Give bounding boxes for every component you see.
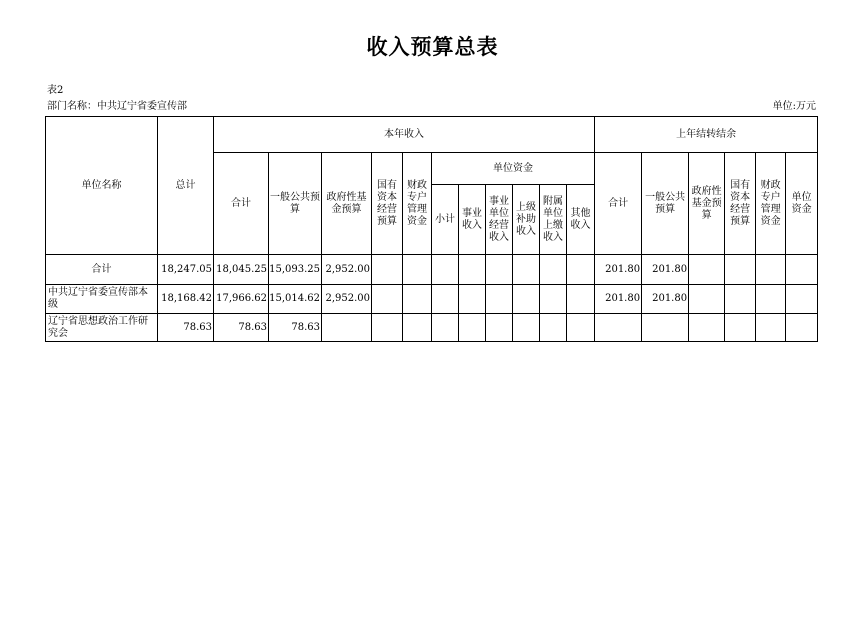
header-uf-affiliated: 附属单位上缴收入 — [540, 185, 567, 255]
cell-uf-other — [567, 285, 595, 314]
cell-cy-general: 15,093.25 — [269, 255, 322, 285]
cell-cy-fiscal-special — [403, 285, 432, 314]
cell-cy-fiscal-special — [403, 314, 432, 342]
page-title: 收入预算总表 — [366, 35, 499, 59]
cell-cy-fund: 2,952.00 — [322, 255, 372, 285]
cell-cy-fund — [322, 314, 372, 342]
header-unit-name: 单位名称 — [46, 117, 158, 255]
header-uf-other: 其他收入 — [567, 185, 595, 255]
table-row — [46, 314, 818, 342]
cell-cy-general: 15,014.62 — [269, 285, 322, 314]
header-row-1 — [46, 117, 818, 153]
cell-py-fund — [689, 314, 725, 342]
header-cy-fund: 政府性基金预算 — [322, 153, 372, 255]
cell-py-general: 201.80 — [642, 285, 689, 314]
cell-py-total — [595, 314, 642, 342]
cell-uf-business — [486, 255, 513, 285]
cell-uf-subtotal — [432, 314, 459, 342]
cell-total: 18,168.42 — [158, 285, 214, 314]
cell-uf-subsidy — [513, 314, 540, 342]
row-name: 辽宁省思想政治工作研究会 — [46, 314, 158, 342]
cell-py-unit-funds — [786, 255, 818, 285]
header-uf-subtotal: 小计 — [432, 185, 459, 255]
cell-cy-state-capital — [372, 314, 403, 342]
cell-py-state-capital — [725, 255, 756, 285]
cell-py-fiscal-special — [756, 314, 786, 342]
cell-uf-other — [567, 314, 595, 342]
cell-uf-business — [486, 285, 513, 314]
cell-py-fiscal-special — [756, 285, 786, 314]
header-cy-general: 一般公共预算 — [269, 153, 322, 255]
cell-py-fund — [689, 285, 725, 314]
cell-uf-business — [486, 314, 513, 342]
cell-py-general — [642, 314, 689, 342]
cell-py-total: 201.80 — [595, 285, 642, 314]
header-py-fund: 政府性基金预算 — [689, 153, 725, 255]
header-prior-year: 上年结转结余 — [595, 117, 818, 153]
cell-uf-career — [459, 255, 486, 285]
header-uf-subsidy: 上级补助收入 — [513, 185, 540, 255]
cell-uf-subtotal — [432, 285, 459, 314]
department-name: 部门名称：中共辽宁省委宣传部 — [47, 101, 187, 112]
cell-uf-other — [567, 255, 595, 285]
cell-total: 18,247.05 — [158, 255, 214, 285]
cell-uf-affiliated — [540, 255, 567, 285]
cell-py-unit-funds — [786, 314, 818, 342]
cell-py-state-capital — [725, 285, 756, 314]
cell-cy-state-capital — [372, 255, 403, 285]
cell-uf-affiliated — [540, 314, 567, 342]
header-total: 总计 — [158, 117, 214, 255]
header-uf-career: 事业收入 — [459, 185, 486, 255]
table-row — [46, 285, 818, 314]
header-cy-total: 合计 — [214, 153, 269, 255]
cell-cy-total: 18,045.25 — [214, 255, 269, 285]
cell-cy-total: 17,966.62 — [214, 285, 269, 314]
cell-cy-total: 78.63 — [214, 314, 269, 342]
table-number: 表2 — [47, 85, 64, 96]
header-cy-fiscal-special: 财政专户管理资金 — [403, 153, 432, 255]
header-current-year: 本年收入 — [214, 117, 595, 153]
cell-py-fiscal-special — [756, 255, 786, 285]
header-py-fiscal-special: 财政专户管理资金 — [756, 153, 786, 255]
cell-py-state-capital — [725, 314, 756, 342]
cell-py-fund — [689, 255, 725, 285]
unit-label: 单位:万元 — [772, 101, 816, 112]
header-py-total: 合计 — [595, 153, 642, 255]
cell-uf-subsidy — [513, 255, 540, 285]
header-py-state-capital: 国有资本经营预算 — [725, 153, 756, 255]
header-py-unit-funds: 单位资金 — [786, 153, 818, 255]
cell-cy-general: 78.63 — [269, 314, 322, 342]
row-name: 合计 — [46, 255, 158, 285]
table-row — [46, 255, 818, 285]
cell-cy-state-capital — [372, 285, 403, 314]
cell-uf-affiliated — [540, 285, 567, 314]
header-unit-funds: 单位资金 — [432, 153, 595, 185]
cell-py-unit-funds — [786, 285, 818, 314]
cell-uf-career — [459, 285, 486, 314]
cell-uf-career — [459, 314, 486, 342]
cell-cy-fiscal-special — [403, 255, 432, 285]
cell-uf-subtotal — [432, 255, 459, 285]
header-cy-state-capital: 国有资本经营预算 — [372, 153, 403, 255]
header-py-general: 一般公共预算 — [642, 153, 689, 255]
header-uf-business: 事业单位经营收入 — [486, 185, 513, 255]
row-name: 中共辽宁省委宣传部本级 — [46, 285, 158, 314]
cell-cy-fund: 2,952.00 — [322, 285, 372, 314]
cell-total: 78.63 — [158, 314, 214, 342]
cell-py-total: 201.80 — [595, 255, 642, 285]
cell-uf-subsidy — [513, 285, 540, 314]
cell-py-general: 201.80 — [642, 255, 689, 285]
income-budget-table — [45, 116, 818, 342]
